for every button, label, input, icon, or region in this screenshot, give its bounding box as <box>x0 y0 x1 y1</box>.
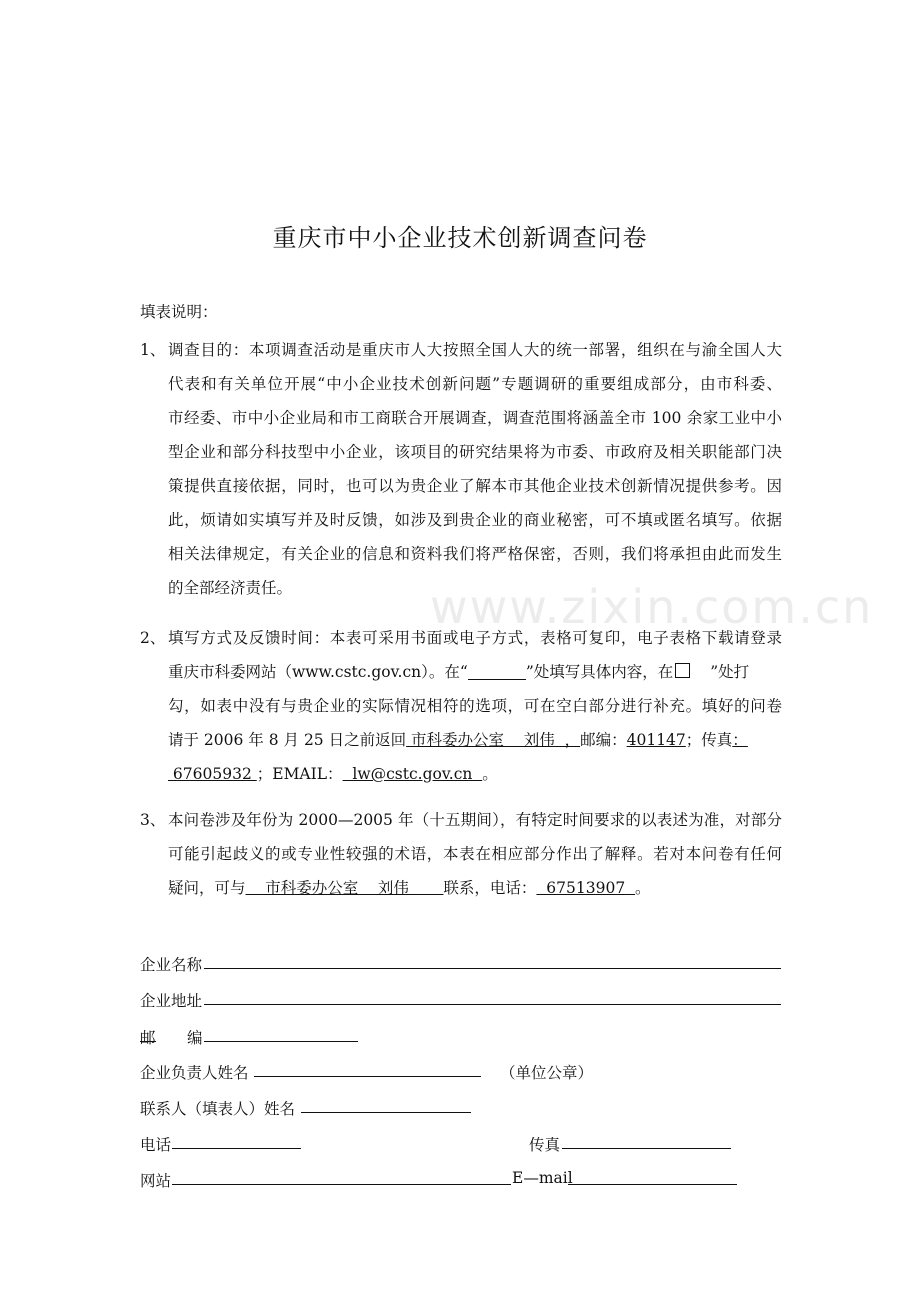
contact-name-label: 联系人（填表人）姓名 <box>140 1100 296 1118</box>
fax-field[interactable] <box>562 1148 731 1149</box>
seal-label: （单位公章） <box>500 1064 594 1082</box>
text: ”处填写具体内容，在 <box>525 663 674 681</box>
item-3-line <box>168 876 651 898</box>
leader-name-label: 企业负责人姓名 <box>140 1064 249 1082</box>
text: ： <box>732 731 748 749</box>
leader-name-field[interactable] <box>254 1076 481 1077</box>
text: 。 <box>482 765 498 783</box>
item-3-line: 本问卷涉及年份为 2000—2005 年（十五期间），有特定时间要求的以表述为准，对部分 <box>168 811 782 829</box>
text: 联系，电话： <box>443 879 537 897</box>
website-label: 网站 <box>140 1172 172 1190</box>
postcode-label-underline <box>140 1041 156 1042</box>
page-title: 重庆市中小企业技术创新调查问卷 <box>272 224 648 252</box>
watermark: www.zixin.com.cn <box>430 580 874 634</box>
contact-phone: 67513907 <box>536 879 636 897</box>
text: 重庆市科委网站（www.cstc.gov.cn）。在“ <box>168 663 468 681</box>
company-name-field[interactable] <box>204 968 781 969</box>
postcode-label-part2: 编 <box>187 1029 203 1047</box>
contact-name-field[interactable] <box>301 1112 471 1113</box>
text: ”处打 <box>710 663 750 681</box>
fill-blank-sample <box>468 663 526 680</box>
fax-value: 67605932 <box>168 765 257 783</box>
item-2-line: 填写方式及反馈时间：本表可采用书面或电子方式，表格可复印，电子表格下载请登录 <box>168 629 782 647</box>
item-1-line: 市经委、市中小企业局和市工商联合开展调查，调查范围将涵盖全市 100 余家工业中小 <box>168 409 782 427</box>
text: 邮编： <box>580 731 627 749</box>
item-1-line: 策提供直接依据，同时，也可以为贵企业了解本市其他企业技术创新情况提供参考。因 <box>168 477 782 495</box>
website-field[interactable] <box>172 1184 511 1185</box>
email-label: E—mail <box>512 1169 573 1187</box>
item-1-line: 此，烦请如实填写并及时反馈，如涉及到贵企业的商业秘密，可不填或匿名填写。依据 <box>168 511 782 529</box>
return-address: 市科委办公室 刘伟 ， <box>406 731 581 749</box>
company-address-label: 企业地址 <box>140 992 203 1010</box>
item-number: 1、 <box>140 341 166 359</box>
item-3-line: 可能引起歧义的或专业性较强的术语，本表在相应部分作出了解释。若对本问卷有任何 <box>168 845 782 863</box>
text: 。 <box>635 879 651 897</box>
checkbox-icon <box>675 663 690 678</box>
item-2-line <box>168 728 810 750</box>
item-number: 2、 <box>140 629 166 647</box>
item-1-line: 代表和有关单位开展“中小企业技术创新问题”专题调研的重要组成部分，由市科委、 <box>168 375 782 393</box>
fax-label: 传真 <box>529 1136 561 1154</box>
item-1-line: 调查目的：本项调查活动是重庆市人大按照全国人大的统一部署，组织在与渝全国人大 <box>168 341 782 359</box>
postcode-label-part1: 邮 <box>140 1029 156 1047</box>
text: ；传真 <box>685 731 733 749</box>
item-1-line: 型企业和部分科技型中小企业，该项目的研究结果将为市委、市政府及相关职能部门决 <box>168 443 782 461</box>
text: 请于 2006 年 8 月 25 日之前返回 <box>168 731 407 749</box>
text: ；EMAIL： <box>256 765 343 783</box>
postcode-field[interactable] <box>204 1041 358 1042</box>
contact-person: 市科委办公室 刘伟 <box>245 879 444 897</box>
email-link[interactable]: lw@cstc.gov.cn <box>342 765 483 783</box>
postcode-value: 401147 <box>626 731 686 749</box>
item-number: 3、 <box>140 811 166 829</box>
item-2-line <box>168 762 498 784</box>
instructions-heading: 填表说明： <box>140 303 218 321</box>
phone-field[interactable] <box>172 1148 301 1149</box>
email-field[interactable] <box>568 1184 737 1185</box>
item-2-line: 勾，如表中没有与贵企业的实际情况相符的选项，可在空白部分进行补充。填好的问卷 <box>168 697 782 715</box>
text: 疑问，可与 <box>168 879 246 897</box>
company-name-label: 企业名称 <box>140 956 203 974</box>
item-1-line: 相关法律规定，有关企业的信息和资料我们将严格保密，否则，我们将承担由此而发生 <box>168 545 782 563</box>
item-1-line: 的全部经济责任。 <box>168 579 293 597</box>
item-2-line <box>168 660 782 682</box>
phone-label: 电话 <box>140 1136 172 1154</box>
company-address-field[interactable] <box>204 1004 781 1005</box>
